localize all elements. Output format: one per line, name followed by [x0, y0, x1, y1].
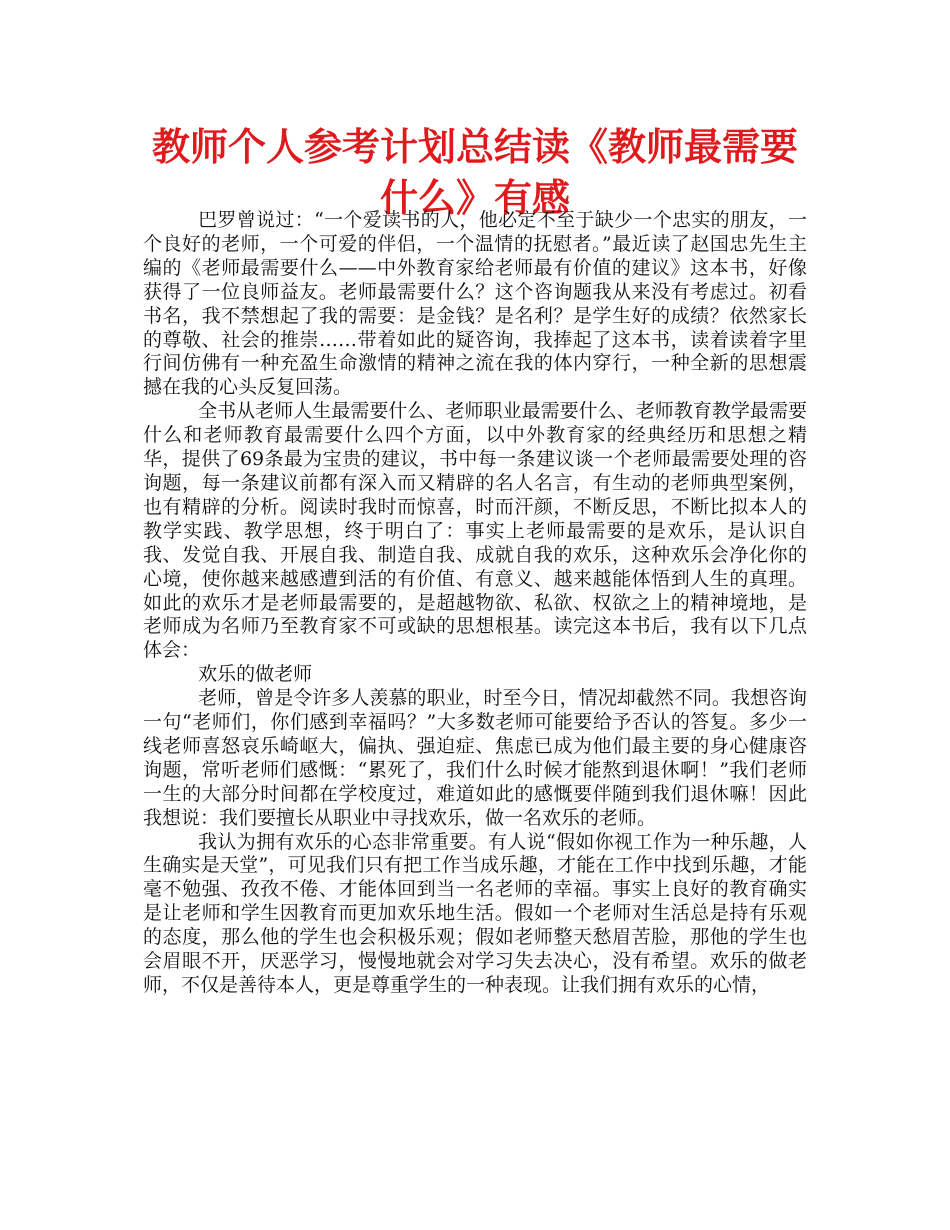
document-title: 教师个人参考计划总结读《教师最需要什么》有感	[151, 125, 798, 220]
paragraph-happy-attitude: 我认为拥有欢乐的心态非常重要。有人说“假如你视工作为一种乐趣，人生确实是天堂”，可见我们只有把工作当成乐趣，才能在工作中找到乐趣，才能毫不勉强、孜孜不倦、才能体回到当一名老师的幸福。事实上良好的教育确实是让老师和学生因教育而更加欢乐地生活。假如一个老师对生活总是持有乐观的态度，那么他的学生也会积极乐观；假如老师整天愁眉苦脸，那他的学生也会眉眼不开，厌恶学习，慢慢地就会对学习失去决心，没有希望。欢乐的做老师，不仅是善待本人，更是尊重学生的一种表现。让我们拥有欢乐的心情，	[143, 830, 807, 996]
section-heading: 欢乐的做老师	[198, 663, 313, 686]
paragraph-book-summary: 全书从老师人生最需要什么、老师职业最需要什么、老师教育教学最需要什么和老师教育最需要什么四个方面，以中外教育家的经典经历和思想之精华，提供了69条最为宝贵的建议，书中每一条建议谈一个老师最需要处理的咨询题，每一条建议前都有深入而又精辟的名人名言，有生动的老师典型案例，也有精辟的分析。阅读时我时而惊喜，时而汗颜，不断反思，不断比拟本人的教学实践、教学思想，终于明白了：事实上老师最需要的是欢乐，是认识自我、发觉自我、开展自我、制造自我、成就自我的欢乐，这种欢乐会净化你的心境，使你越来越感遭到活的有价值、有意义、越来越能体悟到人生的真理。如此的欢乐才是老师最需要的，是超越物欲、私欲、权欲之上的精神境地，是老师成为名师乃至教育家不可或缺的思想根基。读完这本书后，我有以下几点体会：	[143, 400, 807, 662]
paragraph-intro: 巴罗曾说过：“一个爱读书的人，他必定不至于缺少一个忠实的朋友，一个良好的老师，一个可爱的伴侣，一个温情的抚慰者。”最近读了赵国忠先生主编的《老师最需要什么——中外教育家给老师最有价值的建议》这本书，好像获得了一位良师益友。老师最需要什么？这个咨询题我从来没有考虑过。初看书名，我不禁想起了我的需要：是金钱？是名利？是学生好的成绩？依然家长的尊敬、社会的推崇……带着如此的疑咨询，我捧起了这本书，读着读着字里行间仿佛有一种充盈生命激情的精神之流在我的体内穿行，一种全新的思想震撼在我的心头反复回荡。	[143, 209, 807, 399]
document-body	[143, 209, 807, 998]
paragraph-teacher-happiness: 老师，曾是令许多人羡慕的职业，时至今日，情况却截然不同。我想咨询一句“老师们，你们感到幸福吗？”大多数老师可能要给予否认的答复。多少一线老师喜怒哀乐崎岖大，偏执、强迫症、焦虑已成为他们最主要的身心健康咨询题，常听老师们感慨：“累死了，我们什么时候才能熬到退休啊！”我们老师一生的大部分时间都在学校度过，难道如此的感慨要伴随到我们退休嘛！因此我想说：我们要擅长从职业中寻找欢乐，做一名欢乐的老师。	[143, 687, 807, 829]
